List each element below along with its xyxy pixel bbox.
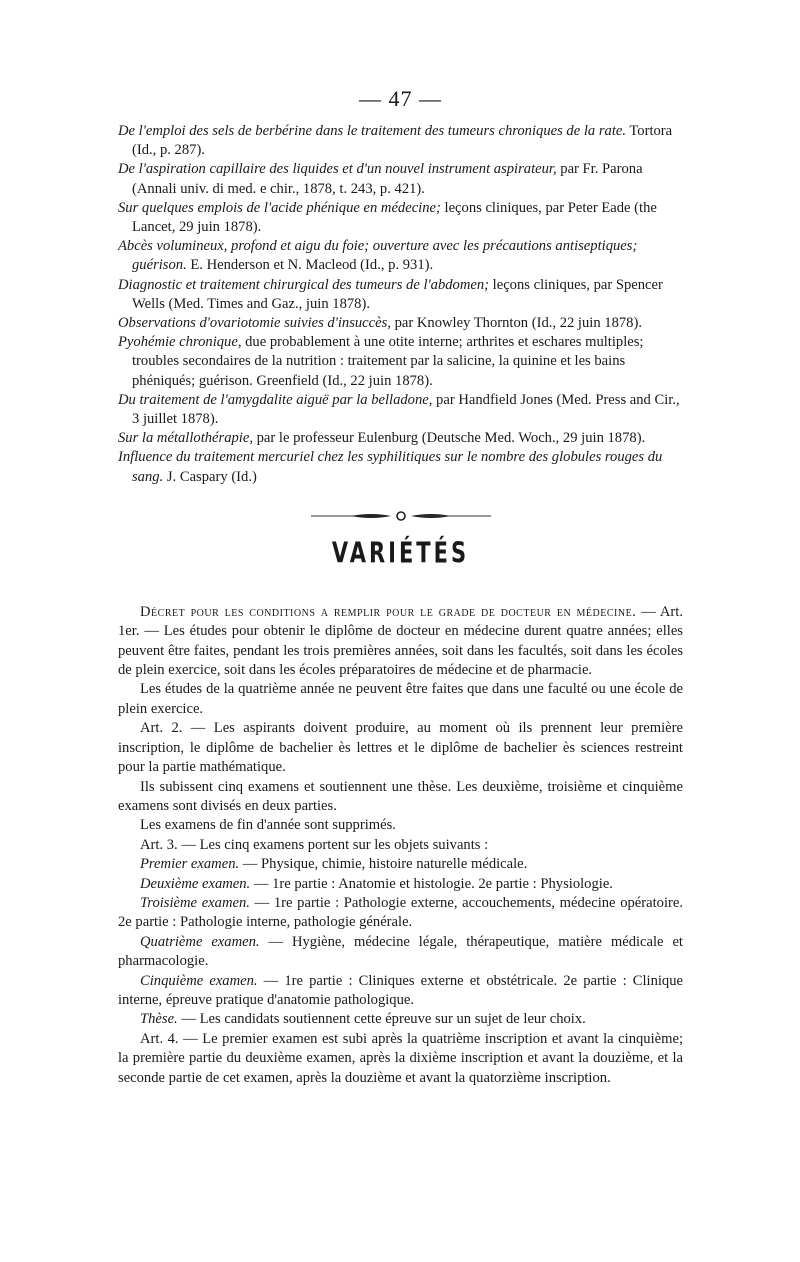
exam-label: Deuxième examen. <box>140 875 251 892</box>
entry-details: par le professeur Eulenburg (Deutsche Med. Woch., 29 juin 1878). <box>252 430 646 447</box>
paragraph: Les études de la quatrième année ne peuvent être faites que dans une faculté ou une école de plein exercice. <box>118 681 683 717</box>
paragraph: Art. 3. — Les cinq examens portent sur les objets suivants : <box>140 836 489 853</box>
paragraph <box>118 894 683 933</box>
bibliography-entry <box>118 429 683 448</box>
paragraph-text: — Hygiène, médecine légale, thérapeutique, matière médicale et pharmacologie. <box>118 933 683 970</box>
entry-title: Pyohémie chronique, <box>118 334 242 351</box>
ornamental-divider <box>311 509 491 523</box>
section-heading: VARIÉTÉS <box>331 536 470 570</box>
paragraph <box>118 603 683 681</box>
paragraph-text: — Les candidats soutiennent cette épreuve sur un sujet de leur choix. <box>177 1011 586 1028</box>
paragraph <box>118 1010 683 1029</box>
paragraph <box>118 972 683 1011</box>
decree-title: Décret pour les conditions a remplir pour le grade de docteur en médecine. <box>140 603 637 620</box>
paragraph <box>118 855 683 874</box>
paragraph-text: — 1re partie : Pathologie externe, accouchements, médecine opératoire. 2e partie : Pathologie interne, pathologie générale. <box>118 894 683 931</box>
paragraph-text: — 1re partie : Anatomie et histologie. 2e partie : Physiologie. <box>250 875 613 892</box>
paragraph-text: — Physique, chimie, histoire naturelle médicale. <box>239 856 528 873</box>
paragraph: Ils subissent cinq examens et soutiennent une thèse. Les deuxième, troisième et cinquième examens sont divisés en deux parties. <box>118 778 683 814</box>
book-page <box>118 86 683 1088</box>
bibliography-entry <box>118 199 683 237</box>
bibliography-entry <box>118 333 683 391</box>
paragraph-text: — 1re partie : Cliniques externe et obstétricale. 2e partie : Clinique interne, épreuve pratique d'anatomie pathologique. <box>118 972 683 1008</box>
exam-label: Thèse. <box>140 1011 178 1028</box>
bibliography-entry <box>118 391 683 429</box>
paragraph <box>118 933 683 972</box>
entry-title: Influence du traitement mercuriel chez les syphilitiques sur le nombre des globules rouges du sang. <box>118 449 663 485</box>
entry-title: Abcès volumineux, profond et aigu du foie; ouverture avec les précautions antiseptiques; guérison. <box>118 238 638 274</box>
exam-label: Premier examen. <box>140 856 240 873</box>
entry-title: Sur la métallothérapie, <box>118 430 253 447</box>
entry-title: De l'emploi des sels de berbérine dans le traitement des tumeurs chroniques de la rate. <box>118 123 627 139</box>
bibliography-entry <box>118 122 683 160</box>
paragraph <box>118 875 683 894</box>
bibliography-entry <box>118 160 683 198</box>
entry-details: leçons cliniques, par Spencer Wells (Med. Times and Gaz., juin 1878). <box>132 276 663 312</box>
entry-details: E. Henderson et N. Macleod (Id., p. 931). <box>186 257 434 274</box>
entry-title: Du traitement de l'amygdalite aiguë par la belladone, <box>118 391 433 408</box>
exam-label: Cinquième examen. <box>140 972 258 989</box>
entry-details: due probablement à une otite interne; arthrites et eschares multiples; troubles secondaires de la nutrition : traitement par la salicine, la quinine et les bains phéniqués; guérison. Greenfield (Id., 22 juin 1878). <box>132 334 644 389</box>
bibliography-entry <box>118 314 683 333</box>
paragraph-text: — Art. 1er. — Les études pour obtenir le diplôme de docteur en médecine durent quatre années; elles peuvent être faites, pendant les trois premières années, soit dans les facultés, soit dans les écoles de plein exercice, soit dans les écoles préparatoires de médecine et de pharmacie. <box>118 603 683 679</box>
entry-title: Diagnostic et traitement chirurgical des tumeurs de l'abdomen; <box>118 276 490 293</box>
paragraph: Art. 2. — Les aspirants doivent produire, au moment où ils prennent leur première inscription, le diplôme de bachelier ès lettres et le diplôme de bachelier ès sciences restreint pour la partie mathématique. <box>118 720 683 776</box>
entry-title: Sur quelques emplois de l'acide phénique en médecine; <box>118 199 441 216</box>
page-number: — 47 — <box>359 86 442 111</box>
bibliography-list <box>118 122 683 487</box>
entry-details: leçons cliniques, par Peter Eade (the Lancet, 29 juin 1878). <box>132 199 657 236</box>
bibliography-entry <box>118 448 683 486</box>
entry-details: par Fr. Parona (Annali univ. di med. e chir., 1878, t. 243, p. 421). <box>132 161 643 197</box>
bibliography-entry <box>118 276 683 314</box>
paragraph: Les examens de fin d'année sont supprimés. <box>140 817 396 834</box>
entry-details: Tortora (Id., p. 287). <box>132 123 673 159</box>
exam-label: Troisième examen. <box>140 894 250 911</box>
entry-details: par Knowley Thornton (Id., 22 juin 1878). <box>390 315 642 332</box>
paragraph: Art. 4. — Le premier examen est subi après la quatrième inscription et avant la cinquième; la première partie du deuxième examen, après la dixième inscription et avant la douzième, et la seconde partie de cet examen, après la douzième et avant la quatorzième inscription. <box>118 1030 683 1086</box>
entry-details: par Handfield Jones (Med. Press and Cir., 3 juillet 1878). <box>132 391 680 428</box>
decree-text <box>118 603 683 1088</box>
bibliography-entry <box>118 237 683 275</box>
entry-title: De l'aspiration capillaire des liquides et d'un nouvel instrument aspirateur, <box>118 161 557 178</box>
entry-title: Observations d'ovariotomie suivies d'insuccès, <box>118 315 391 332</box>
entry-details: J. Caspary (Id.) <box>163 468 257 485</box>
exam-label: Quatrième examen. <box>140 933 260 950</box>
